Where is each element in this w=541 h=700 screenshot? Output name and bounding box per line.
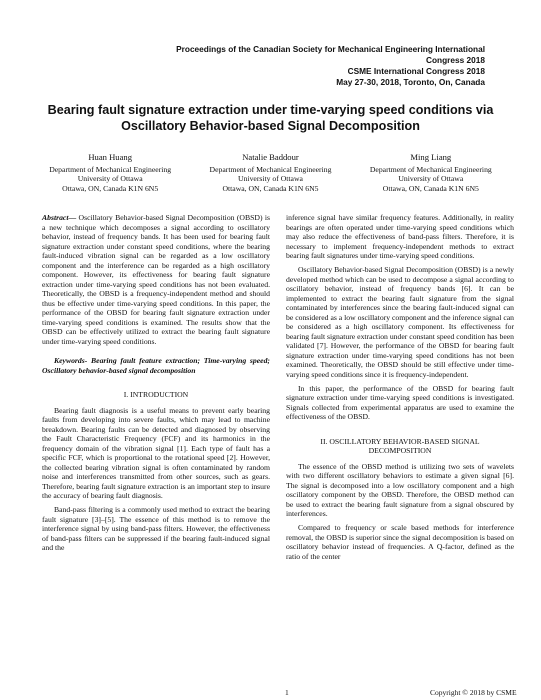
section-2-heading-line-2: DECOMPOSITION (368, 446, 432, 455)
obsd-paragraph-2: Compared to frequency or scale based methods for interference removal, the OBSD is superior since the signal decomposition is based on oscillatory behavior instead of frequencies. A Q-factor, defined as the ratio of the center (286, 523, 514, 561)
conference-header (165, 44, 485, 88)
abstract (42, 213, 270, 346)
title-line-1: Bearing fault signature extraction under time-varying speed conditions via (47, 103, 494, 117)
intro-paragraph-3: inference signal have similar frequency features. Additionally, in reality bearings are often operated under time-varying speed conditions which may also reduce the effectiveness of band-pass filters. Therefore, it is necessary to implement frequency-independent methods to extract bearing fault signatures under time-varying speed conditions. (286, 213, 514, 260)
author-dept: Department of Mechanical Engineering (49, 164, 172, 174)
copyright: Copyright © 2018 by CSME (430, 688, 517, 697)
author-addr: Ottawa, ON, Canada K1N 6N5 (62, 183, 159, 193)
conference-line-1: Proceedings of the Canadian Society for Mechanical Engineering International Congress 2018 (176, 44, 485, 65)
conference-line-3: May 27-30, 2018, Toronto, On, Canada (336, 77, 485, 87)
page-number: 1 (285, 688, 289, 697)
author-2 (190, 153, 350, 193)
author-1 (30, 153, 190, 193)
title-line-2: Oscillatory Behavior-based Signal Decomposition (121, 119, 420, 133)
section-1-heading: I. INTRODUCTION (123, 390, 189, 399)
left-column (42, 213, 270, 557)
intro-paragraph-5: In this paper, the performance of the OBSD for bearing fault signature extraction under time-varying speed conditions is investigated. Signals collected from experimental apparatus are used to examine the effectiveness of the OBSD. (286, 383, 514, 421)
right-column (286, 213, 514, 566)
conference-line-2: CSME International Congress 2018 (347, 66, 485, 76)
author-addr: Ottawa, ON, Canada K1N 6N5 (222, 183, 319, 193)
intro-paragraph-2: Band-pass filtering is a commonly used method to extract the bearing fault signature [3]–[5]. The essence of this method is to remove the interference signal by using band-pass filters. However, the effectiveness of band-pass filters can be suppressed if the bearing fault-induced signal and the (42, 505, 270, 552)
author-univ: University of Ottawa (238, 174, 303, 184)
author-dept: Department of Mechanical Engineering (369, 164, 492, 174)
section-2-heading (286, 437, 514, 456)
section-2-heading-line-1: II. OSCILLATORY BEHAVIOR-BASED SIGNAL (320, 436, 480, 446)
author-name: Ming Liang (410, 152, 452, 162)
author-addr: Ottawa, ON, Canada K1N 6N5 (382, 183, 479, 193)
author-name: Natalie Baddour (242, 152, 299, 162)
abstract-text: Oscillatory Behavior-based Signal Decomposition (OBSD) is a new technique which decomposes a signal according to oscillatory behavior, instead of frequency bands. It has been used for bearing fault signature extraction under constant speed conditions, where the bearing fault-induced vibration signal can be regarded as a low oscillatory component and the interference can be regarded as a high oscillatory component. However, its effectiveness for bearing fault signature extraction under time-varying speed conditions has not been evaluated. Theoretically, the OBSD is a frequency-independent method and should thus be effective under time-varying speed conditions. In this paper, the performance of the OBSD for bearing fault signature extraction under time-varying speed conditions is examined. The results show that the OBSD can be effectively utilized to extract the bearing fault signature under time-varying speed conditions. (42, 213, 270, 346)
author-block (30, 153, 511, 193)
paper-title (40, 102, 501, 134)
author-3 (351, 153, 511, 193)
abstract-label: Abstract— (42, 213, 77, 222)
intro-paragraph-4: Oscillatory Behavior-based Signal Decomposition (OBSD) is a newly developed method which can be used to decompose a signal according to oscillatory behavior, instead of frequency bands [6]. It can be implemented to extract the bearing fault signature from the signal contaminated by interferences since the bearing fault-induced signal can be considered as a low oscillatory component and the inference signal can be considered as a high oscillatory component. Its effectiveness for bearing fault signature extraction under constant speed condition has been validated [7]. However, the performance of the OBSD for bearing fault signature extraction under time-varying speed conditions has not been examined. Theoretically, the OBSD should be still effective under time-varying speed conditions since it is frequency-independent. (286, 265, 514, 379)
author-dept: Department of Mechanical Engineering (209, 164, 332, 174)
obsd-paragraph-1: The essence of the OBSD method is utilizing two sets of wavelets with two different oscillatory behaviors to estimate a given signal [6]. The signal is decomposed into a low oscillatory component and a high oscillatory component by the OBSD. Therefore, the OBSD method can be used to extract the bearing fault signature from a signal obscured by interferences. (286, 461, 514, 518)
author-univ: University of Ottawa (77, 174, 143, 184)
intro-paragraph-1: Bearing fault diagnosis is a useful means to prevent early bearing faults from developing into severe faults, which may lead to machine breakdown. Bearing faults can be detected and diagnosed by observing the Fault Characteristic Frequency (FCF) and its harmonics in the frequency domain of the vibration signal [1]. Each type of fault has a specific FCF, which is proportional to the rotational speed [2]. However, the collected bearing vibration signal is often contaminated by random noise and interferences transmitted from other sources, such as gears. Therefore, bearing fault signature extraction is an important step to insure the accuracy of bearing fault diagnosis. (42, 405, 270, 500)
author-name: Huan Huang (88, 152, 132, 162)
author-univ: University of Ottawa (398, 174, 464, 184)
keywords: Keywords- Bearing fault feature extraction; Time-varying speed; Oscillatory behavior-based signal decomposition (42, 356, 270, 375)
